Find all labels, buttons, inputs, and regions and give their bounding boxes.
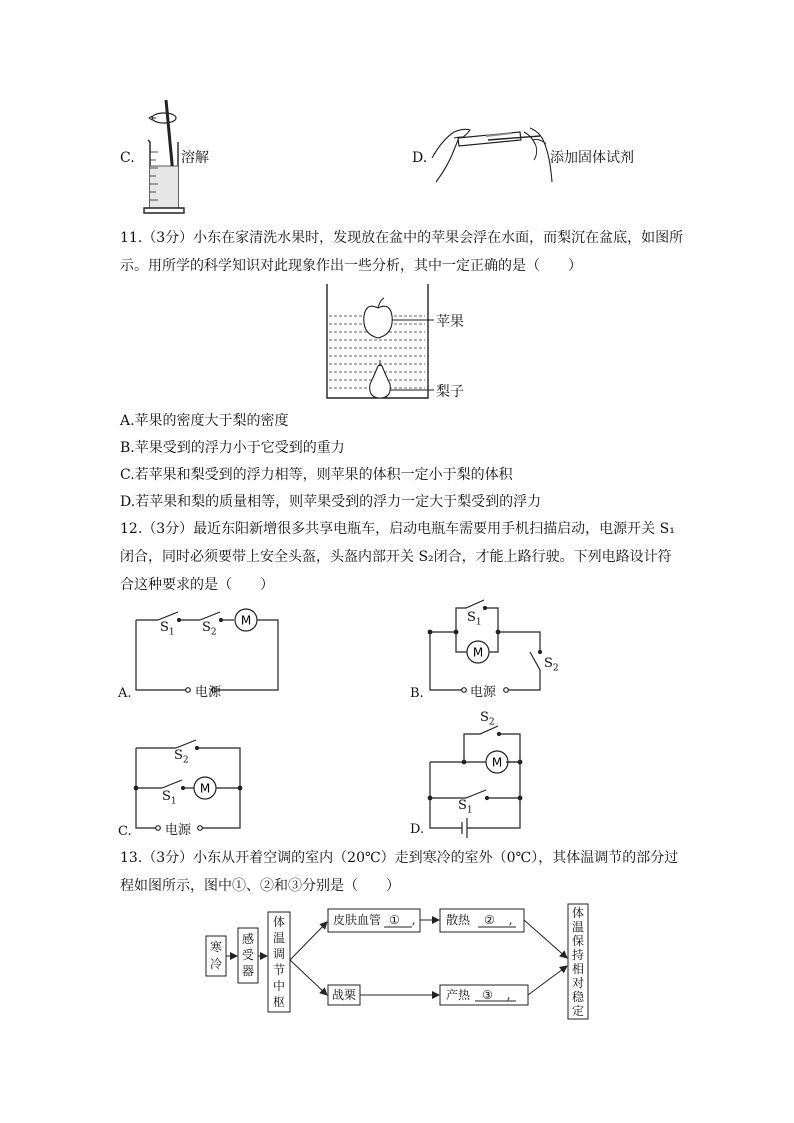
circuit-b-label: B. <box>410 686 424 701</box>
q10-d-caption: 添加固体试剂 <box>550 150 634 166</box>
node-skin-vessel: 皮肤血管 ① , <box>333 913 416 927</box>
q11-option-d: D.若苹果和梨的质量相等，则苹果受到的浮力一定大于梨受到的浮力 <box>120 494 542 510</box>
circuit-a-power: 电源 <box>195 685 222 700</box>
circuit-c-diagram <box>118 736 268 842</box>
q11-label-pear: 梨子 <box>436 384 464 400</box>
q13-stem-line1: 13.（3分）小东从开着空调的室内（20℃）走到寒冷的室外（0℃），其体温调节的部分过 <box>120 850 679 866</box>
node-heat-production: 产热 ③ , <box>446 988 511 1002</box>
circuit-a-s2: $S_2$ <box>202 620 217 638</box>
q12-stem-line1: 12.（3分）最近东阳新增很多共享电瓶车，启动电瓶车需要用手机扫描启动，电源开关 S₁ <box>120 521 675 537</box>
node-receptor: 感 受 器 <box>241 932 254 978</box>
circuit-c-motor: M <box>199 781 211 796</box>
q10-c-caption: 溶解 <box>181 150 209 166</box>
circuit-a-label: A. <box>118 686 132 701</box>
circuit-c-power: 电源 <box>165 823 192 838</box>
circuit-c-s2: $S_2$ <box>174 748 189 766</box>
blank-3: ③ <box>482 988 493 1002</box>
node-cold: 寒 冷 <box>209 940 222 971</box>
q10-option-c <box>118 96 238 218</box>
circuit-b <box>410 596 570 708</box>
circuit-d-s2: $S_2$ <box>480 710 495 728</box>
q11-stem-line2: 示。用所学的科学知识对此现象作出一些分析，其中一定正确的是（ ） <box>120 258 582 274</box>
node-shiver: 战栗 <box>332 988 357 1002</box>
q10-c-label: C. <box>120 150 135 166</box>
node-center: 体 温 调 节 中 枢 <box>272 915 285 1009</box>
q11-figure <box>320 284 480 404</box>
q12-stem-line2: 闭合，同时必须要带上安全头盔，头盔内部开关 S₂闭合，才能上路行驶。下列电路设计符 <box>120 549 672 565</box>
blank-1: ① <box>389 913 400 927</box>
circuit-a-s1: $S_1$ <box>160 620 175 638</box>
circuit-b-s2: $S_2$ <box>544 656 559 674</box>
circuit-b-s1: $S_1$ <box>467 610 482 628</box>
circuit-b-power: 电源 <box>470 685 497 700</box>
circuit-d-s1: $S_1$ <box>458 798 473 816</box>
q13-stem-line2: 程如图所示，图中①、②和③分别是（ ） <box>120 878 400 894</box>
test-tube-hands-figure <box>428 118 558 190</box>
circuit-c <box>118 736 268 842</box>
q11-option-b: B.苹果受到的浮力小于它受到的重力 <box>120 440 345 456</box>
circuit-d-diagram <box>410 710 540 840</box>
circuit-d-motor: M <box>491 755 503 770</box>
q11-option-c: C.若苹果和梨受到的浮力相等，则苹果的体积一定小于梨的体积 <box>120 467 513 483</box>
circuit-c-label: C. <box>118 824 132 839</box>
q10-option-d <box>410 118 650 190</box>
thermoregulation-flowchart <box>200 900 595 1025</box>
node-heat-loss: 散热 ② , <box>446 913 513 927</box>
circuit-d-label: D. <box>410 822 425 837</box>
q12-stem-line3: 合这种要求的是（ ） <box>120 577 274 593</box>
circuit-a-motor: M <box>240 613 252 628</box>
q11-label-apple: 苹果 <box>436 314 464 330</box>
circuit-b-motor: M <box>472 645 484 660</box>
node-temperature-stable: 体 温 保 持 相 对 稳 定 <box>571 906 584 1018</box>
circuit-a <box>118 600 298 710</box>
circuit-c-s1: $S_1$ <box>162 789 177 807</box>
q11-option-a: A.苹果的密度大于梨的密度 <box>120 413 289 429</box>
q10-d-label: D. <box>412 150 428 166</box>
blank-2: ② <box>484 913 495 927</box>
circuit-d <box>410 710 540 840</box>
q11-stem-line1: 11.（3分）小东在家清洗水果时，发现放在盆中的苹果会浮在水面，而梨沉在盆底，如图所 <box>120 230 684 246</box>
